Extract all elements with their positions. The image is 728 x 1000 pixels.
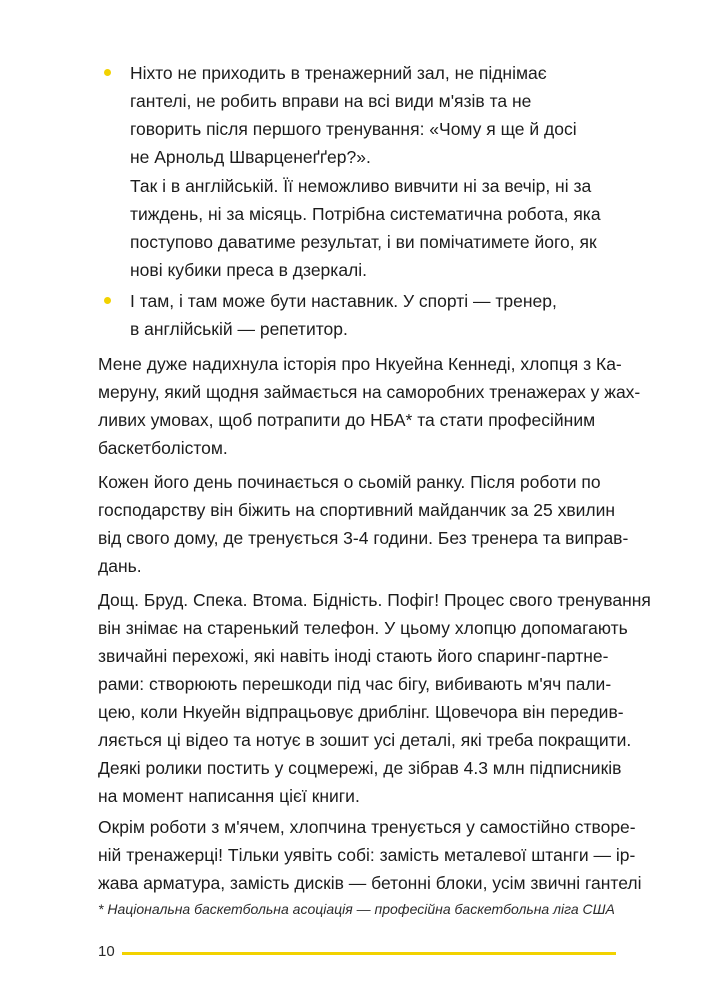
bullet-dot-icon (104, 69, 111, 76)
paragraph-1 (98, 350, 641, 462)
text-line: тиждень, ні за місяць. Потрібна систематична робота, яка (130, 204, 601, 224)
paragraph-3 (98, 586, 651, 810)
text-line: Кожен його день починається о сьомій ранку. Після роботи по (98, 472, 601, 492)
text-line: Дощ. Бруд. Спека. Втома. Бідність. Пофіг! Процес свого тренування (98, 590, 651, 610)
paragraph-4 (98, 813, 642, 897)
text-line: ляється ці відео та нотує в зошит усі деталі, які треба покращити. (98, 730, 632, 750)
text-line: господарству він біжить на спортивний майданчик за 25 хвилин (98, 500, 616, 520)
text-line: нові кубики преса в дзеркалі. (130, 260, 368, 280)
bullet-dot-icon (104, 297, 111, 304)
text-line: він знімає на старенький телефон. У цьому хлопцю допомагають (98, 618, 628, 638)
footer-rule (122, 952, 616, 955)
text-line: жава арматура, замість дисків — бетонні блоки, усім звичні гантелі (98, 873, 642, 893)
text-line: гантелі, не робить вправи на всі види м'язів та не (130, 91, 532, 111)
text-line: Так і в англійській. Її неможливо вивчити ні за вечір, ні за (130, 176, 592, 196)
text-line: дань. (98, 556, 142, 576)
text-line: цею, коли Нкуейн відпрацьовує дриблінг. Щовечора він передив- (98, 702, 624, 722)
page-number: 10 (98, 943, 115, 960)
footnote: * Національна баскетбольна асоціація — професійна баскетбольна ліга США (98, 901, 615, 917)
text-line: в англійській — репетитор. (130, 319, 348, 339)
text-line: ливих умовах, щоб потрапити до НБА* та стати професійним (98, 410, 596, 430)
text-line: рами: створюють перешкоди під час бігу, вибивають м'яч пали- (98, 674, 612, 694)
text-line: Ніхто не приходить в тренажерний зал, не піднімає (130, 63, 547, 83)
text-line: І там, і там може бути наставник. У спорті — тренер, (130, 291, 557, 311)
text-line: ній тренажерці! Тільки уявіть собі: замість металевої штанги — ір- (98, 845, 636, 865)
bullet-text (130, 287, 630, 343)
text-line: звичайні перехожі, які навіть іноді стають його спаринг-партне- (98, 646, 609, 666)
text-line: поступово даватиме результат, і ви помічатимете його, як (130, 232, 597, 252)
bullet-text (130, 59, 630, 171)
text-line: від свого дому, де тренується 3-4 години. Без тренера та виправ- (98, 528, 629, 548)
text-line: Деякі ролики постить у соцмережі, де зібрав 4.3 млн підписників (98, 758, 622, 778)
paragraph-2 (98, 468, 628, 580)
text-line: Мене дуже надихнула історія про Нкуейна Кеннеді, хлопця з Ка- (98, 354, 622, 374)
text-line: баскетболістом. (98, 438, 228, 458)
text-line: на момент написання цієї книги. (98, 786, 360, 806)
bullet-continuation (130, 172, 630, 284)
text-line: меруну, який щодня займається на саморобних тренажерах у жах- (98, 382, 641, 402)
text-line: не Арнольд Шварценеґґер?». (130, 147, 371, 167)
text-line: говорить після першого тренування: «Чому я ще й досі (130, 119, 577, 139)
text-line: Окрім роботи з м'ячем, хлопчина тренується у самостійно створе- (98, 817, 636, 837)
